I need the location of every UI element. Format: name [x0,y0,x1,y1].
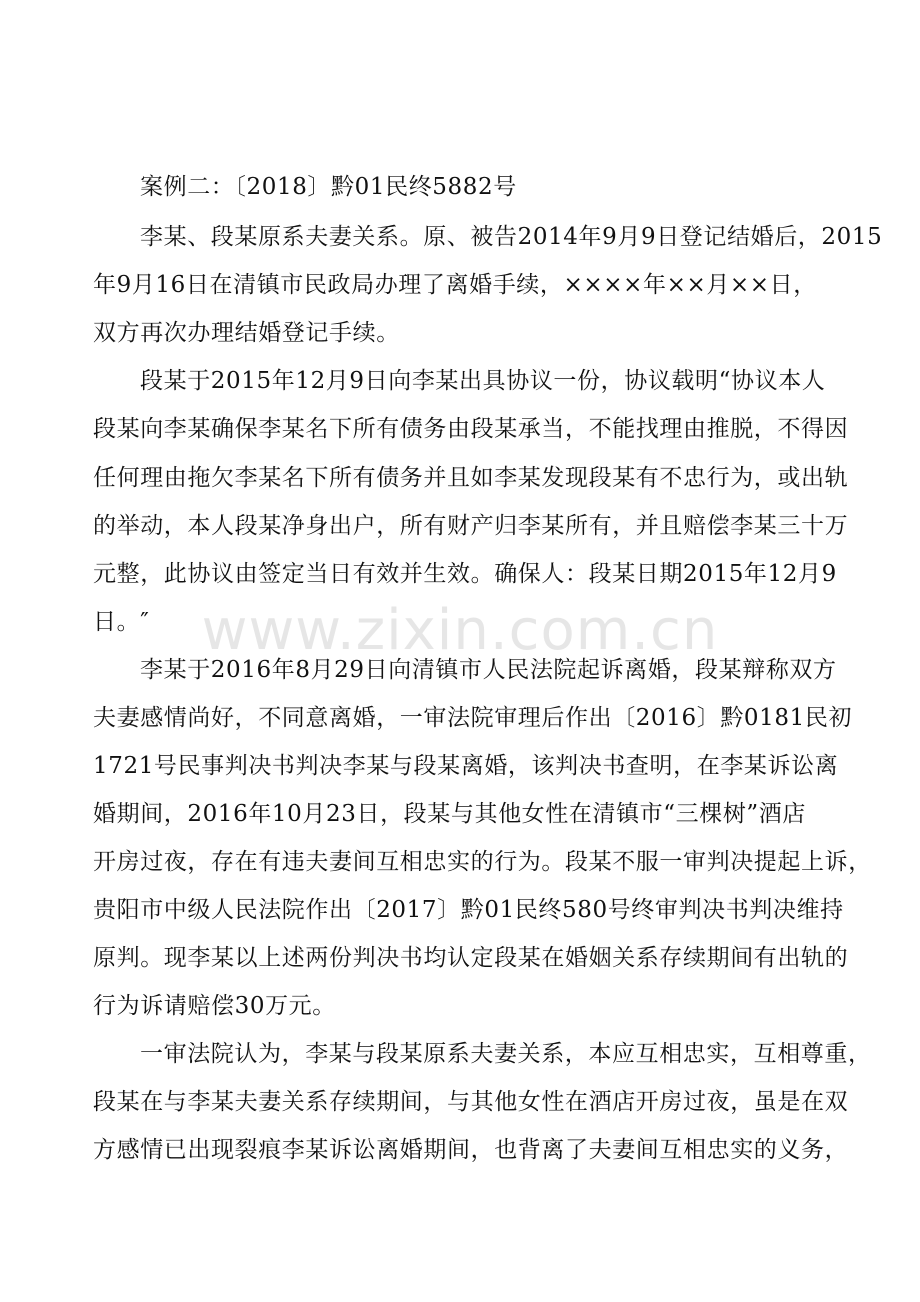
paragraph-2-line-5: 元整，此协议由签定当日有效并生效。确保人：段某日期2015年12月9 [93,561,837,587]
paragraph-2-line-4: 的举动，本人段某净身出户，所有财产归李某所有，并且赔偿李某三十万 [93,513,849,539]
paragraph-2-line-2: 段某向李某确保李某名下所有债务由段某承当，不能找理由推脱，不得因 [93,416,849,442]
watermark: www.zixin.com.cn [201,598,719,663]
paragraph-3-line-2: 夫妻感情尚好，不同意离婚，一审法院审理后作出〔2016〕黔0181民初 [93,705,853,731]
paragraph-2-line-6: 日。″ [93,609,150,635]
paragraph-1-line-3: 双方再次办理结婚登记手续。 [93,320,400,346]
paragraph-2-line-3: 任何理由拖欠李某名下所有债务并且如李某发现段某有不忠行为，或出轨 [93,465,849,491]
paragraph-1-line-1: 李某、段某原系夫妻关系。原、被告2014年9月9日登记结婚后，2015 [140,224,883,250]
paragraph-3-line-8: 行为诉请赔偿30万元。 [93,993,336,1019]
paragraph-3-line-7: 原判。现李某以上述两份判决书均认定段某在婚姻关系存续期间有出轨的 [93,945,849,971]
paragraph-2-line-1: 段某于2015年12月9日向李某出具协议一份，协议载明“协议本人 [140,368,826,394]
paragraph-3-line-5: 开房过夜，存在有违夫妻间互相忠实的行为。段某不服一审判决提起上诉， [93,849,872,875]
paragraph-3-line-6: 贵阳市中级人民法院作出〔2017〕黔01民终580号终审判决书判决维持 [93,897,844,923]
paragraph-1-line-2: 年9月16日在清镇市民政局办理了离婚手续，××××年××月××日， [93,272,817,298]
paragraph-4-line-2: 段某在与李某夫妻关系存续期间，与其他女性在酒店开房过夜，虽是在双 [93,1089,849,1115]
case-heading: 案例二：〔2018〕黔01民终5882号 [140,174,517,200]
paragraph-3-line-4: 婚期间，2016年10月23日，段某与其他女性在清镇市“三棵树”酒店 [93,801,806,827]
paragraph-4-line-1: 一审法院认为，李某与段某原系夫妻关系，本应互相忠实，互相尊重， [140,1041,872,1067]
paragraph-4-line-3: 方感情已出现裂痕李某诉讼离婚期间，也背离了夫妻间互相忠实的义务， [93,1137,849,1163]
paragraph-3-line-1: 李某于2016年8月29日向清镇市人民法院起诉离婚，段某辩称双方 [140,657,837,683]
paragraph-3-line-3: 1721号民事判决书判决李某与段某离婚，该判决书查明，在李某诉讼离 [93,753,839,779]
